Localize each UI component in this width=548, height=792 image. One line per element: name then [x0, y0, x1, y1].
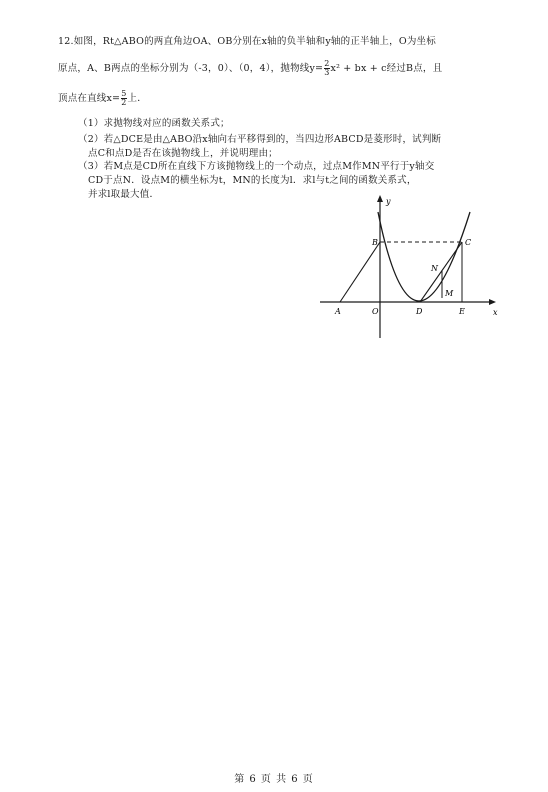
problem-line-1: 12.如图，Rt△ABO的两直角边OA、OB分别在x轴的负半轴和y轴的正半轴上，O为坐标: [58, 36, 436, 47]
label-b: B: [372, 238, 378, 247]
label-d: D: [416, 307, 423, 316]
fraction-numerator: 5: [121, 89, 127, 98]
coordinate-figure: [320, 190, 505, 340]
label-a: A: [335, 307, 341, 316]
question-3-line-1: （3）若M点是CD所在直线下方该抛物线上的一个动点，过点M作MN平行于y轴交: [78, 161, 435, 172]
y-axis-arrow: [377, 195, 383, 202]
figure-svg: [320, 190, 505, 340]
fraction-five-halves: [121, 90, 126, 107]
label-e: E: [459, 307, 465, 316]
question-3-line-2: CD于点N．设点M的横坐标为t，MN的长度为l．求l与t之间的函数关系式，: [88, 175, 417, 186]
page-footer: 第 6 页 共 6 页: [234, 774, 314, 785]
x-axis-arrow: [489, 299, 496, 305]
segment-ab: [340, 242, 380, 302]
label-c: C: [465, 238, 472, 247]
label-n: N: [431, 264, 438, 273]
question-1: （1）求抛物线对应的函数关系式；: [78, 118, 230, 129]
problem-line-2-text-b: x² + bx + c经过B点，且: [330, 63, 443, 74]
label-o: O: [372, 307, 379, 316]
problem-line-3: [58, 90, 498, 107]
label-y: y: [386, 197, 391, 206]
problem-line-2: [58, 60, 498, 77]
problem-line-3-text-a: 顶点在直线x=: [58, 93, 121, 104]
question-2-line-2: 点C和点D是否在该抛物线上，并说明理由；: [88, 148, 278, 159]
label-m: M: [445, 289, 454, 298]
problem-line-2-text-a: 原点，A、B两点的坐标分别为（-3，0）、（0，4），抛物线y=: [58, 63, 324, 74]
question-2-line-1: （2）若△DCE是由△ABO沿x轴向右平移得到的，当四边形ABCD是菱形时，试判断: [78, 134, 442, 145]
fraction-denominator: 3: [324, 68, 330, 77]
label-x: x: [493, 308, 498, 317]
problem-line-3-text-b: 上．: [127, 93, 147, 104]
fraction-two-thirds: [324, 60, 329, 77]
fraction-denominator: 2: [121, 98, 127, 107]
parabola-curve: [378, 212, 470, 301]
fraction-numerator: 2: [324, 59, 330, 68]
question-3-line-3: 并求l取最大值．: [88, 189, 160, 200]
